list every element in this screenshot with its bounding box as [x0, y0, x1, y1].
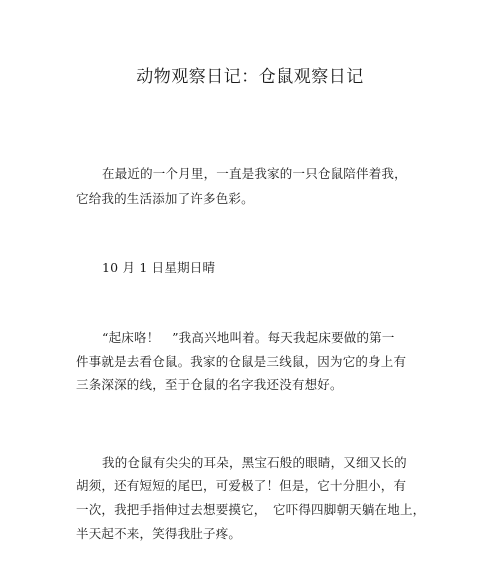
document-title: 动物观察日记：仓鼠观察日记 [136, 67, 364, 87]
paragraph-1-line-2: 它给我的生活添加了许多色彩。 [76, 191, 254, 206]
diary-date-line: 10 月 1 日星期日晴 [102, 260, 216, 275]
paragraph-4-line-1: 我的仓鼠有尖尖的耳朵，黑宝石般的眼睛，又细又长的 [102, 455, 407, 470]
paragraph-3-line-2: 件事就是去看仓鼠。我家的仓鼠是三线鼠，因为它的身上有 [76, 354, 407, 369]
paragraph-4-line-2: 胡须，还有短短的尾巴，可爱极了！但是，它十分胆小，有 [76, 478, 407, 493]
paragraph-4-line-3: 一次，我把手指伸过去想要摸它， 它吓得四脚朝天躺在地上， [76, 502, 426, 517]
paragraph-4-line-4: 半天起不来，笑得我肚子疼。 [76, 526, 242, 541]
paragraph-3-line-3: 三条深深的线，至于仓鼠的名字我还没有想好。 [76, 377, 343, 392]
paragraph-1-line-1: 在最近的一个月里，一直是我家的一只仓鼠陪伴着我， [102, 166, 407, 181]
paragraph-3-line-1: “起床咯！ ”我高兴地叫着。每天我起床要做的第一 [102, 330, 395, 345]
